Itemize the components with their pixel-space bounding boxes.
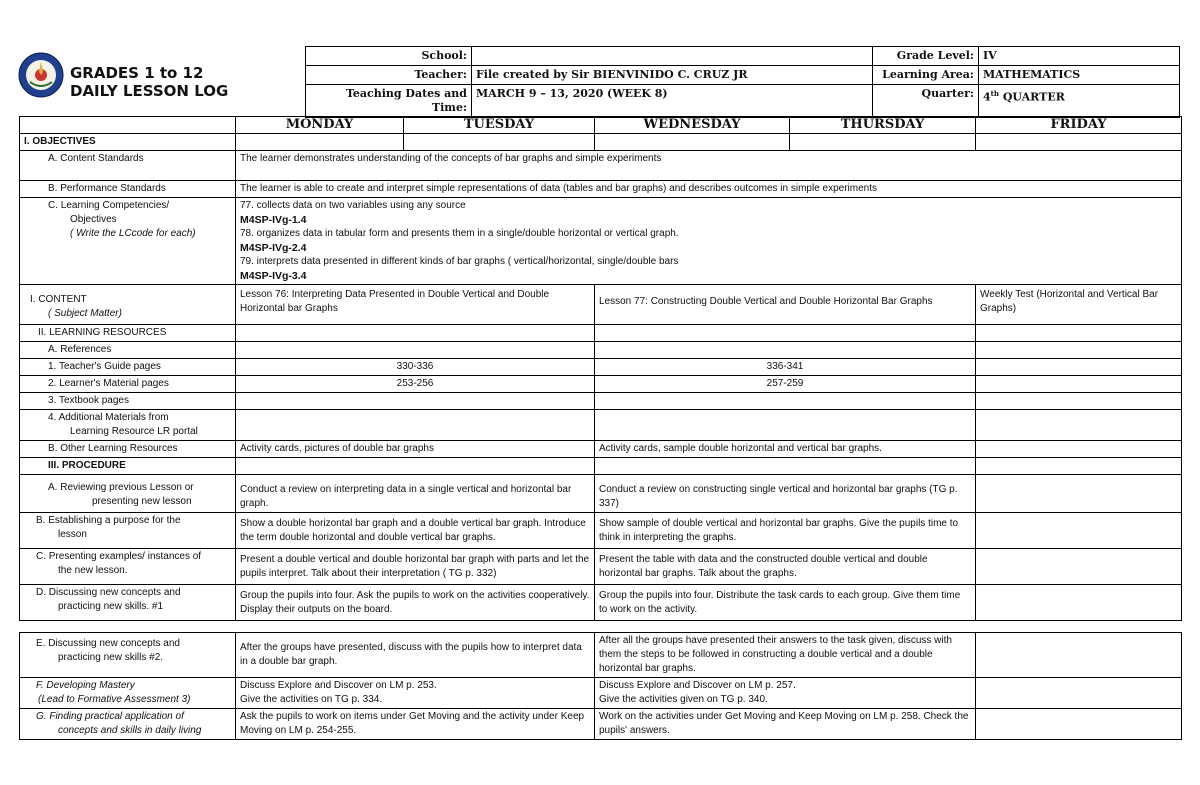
procedure-d-mon-tue: Group the pupils into four. Ask the pupils to work on the activities cooperatively. Display their outputs on the board. <box>236 585 595 621</box>
procedure-f-wed-thu-line1: Discuss Explore and Discover on LM p. 257. <box>599 680 796 691</box>
learning-area-label: Learning Area: <box>873 66 979 85</box>
procedure-c-line1: C. Presenting examples/ instances of <box>36 551 202 562</box>
competencies-label <box>20 198 236 285</box>
lesson-log-table <box>19 116 1182 621</box>
competency-code-1: M4SP-IVg-1.4 <box>240 214 307 226</box>
textbook-label: 3. Textbook pages <box>20 393 236 410</box>
teachers-guide-mon-tue: 330-336 <box>236 359 595 376</box>
performance-standards-text: The learner is able to create and interpret simple representations of data (tables and bar graphs) and describes outcomes in simple experiments <box>236 181 1182 198</box>
procedure-e-line1: E. Discussing new concepts and <box>36 638 180 649</box>
title-line-2: DAILY LESSON LOG <box>70 82 229 100</box>
quarter-label: Quarter: <box>873 85 979 118</box>
procedure-e-label <box>20 633 236 678</box>
quarter-suffix: th <box>990 89 999 98</box>
references-label: A. References <box>20 342 236 359</box>
learning-area-value: MATHEMATICS <box>979 66 1180 85</box>
procedure-heading: III. PROCEDURE <box>20 458 236 475</box>
content-wed-thu: Lesson 77: Constructing Double Vertical and Double Horizontal Bar Graphs <box>595 285 976 325</box>
competency-77: 77. collects data on two variables using any source <box>240 200 466 211</box>
procedure-a-mon-tue: Conduct a review on interpreting data in a single vertical and horizontal bar graph. <box>236 475 595 513</box>
quarter-text: QUARTER <box>998 90 1065 104</box>
day-thursday: THURSDAY <box>790 117 976 134</box>
procedure-b-mon-tue: Show a double horizontal bar graph and a double vertical bar graph. Introduce the term double horizontal and double vertical bar graphs. <box>236 513 595 549</box>
teachers-guide-label: 1. Teacher's Guide pages <box>20 359 236 376</box>
procedure-f-mon-tue-line1: Discuss Explore and Discover on LM p. 253. <box>240 680 437 691</box>
competencies-text <box>236 198 1182 285</box>
competency-78: 78. organizes data in tabular form and presents them in a single/double horizontal or vertical graph. <box>240 228 679 239</box>
procedure-f-line1-text: F. Developing Mastery <box>36 680 135 691</box>
competencies-label-line3: ( Write the LCcode for each) <box>70 228 196 239</box>
title-line-1: GRADES 1 to 12 <box>70 64 204 82</box>
day-monday: MONDAY <box>236 117 404 134</box>
procedure-a-line2: presenting new lesson <box>92 496 192 507</box>
header-info-table <box>305 46 1180 118</box>
content-mon-tue: Lesson 76: Interpreting Data Presented in Double Vertical and Double Horizontal bar Graphs <box>236 285 595 325</box>
learners-material-label: 2. Learner's Material pages <box>20 376 236 393</box>
content-heading: I. CONTENT <box>30 294 87 305</box>
procedure-b-line1: B. Establishing a purpose for the <box>36 515 181 526</box>
day-wednesday: WEDNESDAY <box>595 117 790 134</box>
procedure-c-label <box>20 549 236 585</box>
procedure-a-line1: A. Reviewing previous Lesson or <box>48 482 194 493</box>
competencies-label-line1: C. Learning Competencies/ <box>48 200 170 211</box>
content-standards-label: A. Content Standards <box>20 151 236 181</box>
procedure-f-line2: (Lead to Formative Assessment 3) <box>38 694 191 705</box>
additional-materials-line1: 4. Additional Materials from <box>48 412 169 423</box>
procedure-d-line1: D. Discussing new concepts and <box>36 587 181 598</box>
resources-heading: II. LEARNING RESOURCES <box>20 325 236 342</box>
other-resources-mon-tue: Activity cards, pictures of double bar graphs <box>236 441 595 458</box>
procedure-d-label <box>20 585 236 621</box>
procedure-b-label <box>20 513 236 549</box>
grade-level-label: Grade Level: <box>873 47 979 66</box>
performance-standards-label: B. Performance Standards <box>20 181 236 198</box>
quarter-number: 4 <box>983 90 991 104</box>
procedure-f-wed-thu-line2: Give the activities given on TG p. 340. <box>599 694 768 705</box>
competency-79: 79. interprets data presented in different kinds of bar graphs ( vertical/horizontal, single/double bars <box>240 256 679 267</box>
page-title <box>70 64 228 100</box>
procedure-f-wed-thu <box>595 678 976 709</box>
dates-label: Teaching Dates and Time: <box>306 85 472 118</box>
procedure-e-wed-thu: After all the groups have presented their answers to the task given, discuss with them the steps to be followed in constructing a double vertical and a double horizontal bar graphs. <box>595 633 976 678</box>
lesson-log-table-continued <box>19 632 1182 740</box>
other-resources-label: B. Other Learning Resources <box>20 441 236 458</box>
competency-code-2: M4SP-IVg-2.4 <box>240 242 307 254</box>
competency-code-3: M4SP-IVg-3.4 <box>240 270 307 282</box>
procedure-d-line2: practicing new skills. #1 <box>58 601 164 612</box>
teacher-label: Teacher: <box>306 66 472 85</box>
content-fri: Weekly Test (Horizontal and Vertical Bar Graphs) <box>976 285 1182 325</box>
procedure-e-mon-tue: After the groups have presented, discuss with the pupils how to interpret data in a double bar graph. <box>236 633 595 678</box>
day-tuesday: TUESDAY <box>404 117 595 134</box>
procedure-c-line2: the new lesson. <box>58 565 128 576</box>
procedure-c-wed-thu: Present the table with data and the constructed double vertical and double horizontal bar graphs. Talk about the graphs. <box>595 549 976 585</box>
procedure-c-mon-tue: Present a double vertical and double horizontal bar graph with parts and let the pupils interpret. Talk about their interpretation ( TG p. 332) <box>236 549 595 585</box>
procedure-a-label <box>20 475 236 513</box>
content-label <box>20 285 236 325</box>
dates-value: MARCH 9 – 13, 2020 (WEEK 8) <box>472 85 873 118</box>
competencies-label-line2: Objectives <box>70 214 117 225</box>
objectives-heading: I. OBJECTIVES <box>20 134 236 151</box>
quarter-value <box>979 85 1180 118</box>
procedure-f-mon-tue <box>236 678 595 709</box>
days-row <box>20 117 1182 134</box>
learners-material-wed-thu: 257-259 <box>595 376 976 393</box>
procedure-g-label <box>20 709 236 740</box>
deped-seal-logo <box>18 52 64 98</box>
procedure-f-mon-tue-line2: Give the activities on TG p. 334. <box>240 694 383 705</box>
other-resources-wed-thu: Activity cards, sample double horizontal and vertical bar graphs. <box>595 441 976 458</box>
procedure-d-wed-thu: Group the pupils into four. Distribute the task cards to each group. Give them time to work on the activity. <box>595 585 976 621</box>
procedure-f-line1 <box>36 679 231 693</box>
procedure-b-line2: lesson <box>58 529 87 540</box>
procedure-g-line2: concepts and skills in daily living <box>58 725 202 736</box>
content-standards-text: The learner demonstrates understanding of the concepts of bar graphs and simple experiments <box>236 151 1182 181</box>
procedure-g-line1: G. Finding practical application of <box>36 711 184 722</box>
procedure-b-wed-thu: Show sample of double vertical and horizontal bar graphs. Give the pupils time to think in interpreting the graphs. <box>595 513 976 549</box>
content-sub: ( Subject Matter) <box>48 308 122 319</box>
school-label: School: <box>306 47 472 66</box>
procedure-f-label <box>20 678 236 709</box>
grade-level-value: IV <box>979 47 1180 66</box>
learners-material-mon-tue: 253-256 <box>236 376 595 393</box>
procedure-a-wed-thu: Conduct a review on constructing single vertical and horizontal bar graphs (TG p. 337) <box>595 475 976 513</box>
additional-materials-line2: Learning Resource LR portal <box>70 426 198 437</box>
teachers-guide-wed-thu: 336-341 <box>595 359 976 376</box>
additional-materials-label <box>20 410 236 441</box>
school-value <box>472 47 873 66</box>
procedure-e-line2: practicing new skills #2. <box>58 652 164 663</box>
day-friday: FRIDAY <box>976 117 1182 134</box>
procedure-g-wed-thu: Work on the activities under Get Moving and Keep Moving on LM p. 258. Check the pupils' answers. <box>595 709 976 740</box>
procedure-g-mon-tue: Ask the pupils to work on items under Get Moving and the activity under Keep Moving on LM p. 254-255. <box>236 709 595 740</box>
teacher-value: File created by Sir BIENVINIDO C. CRUZ JR <box>472 66 873 85</box>
